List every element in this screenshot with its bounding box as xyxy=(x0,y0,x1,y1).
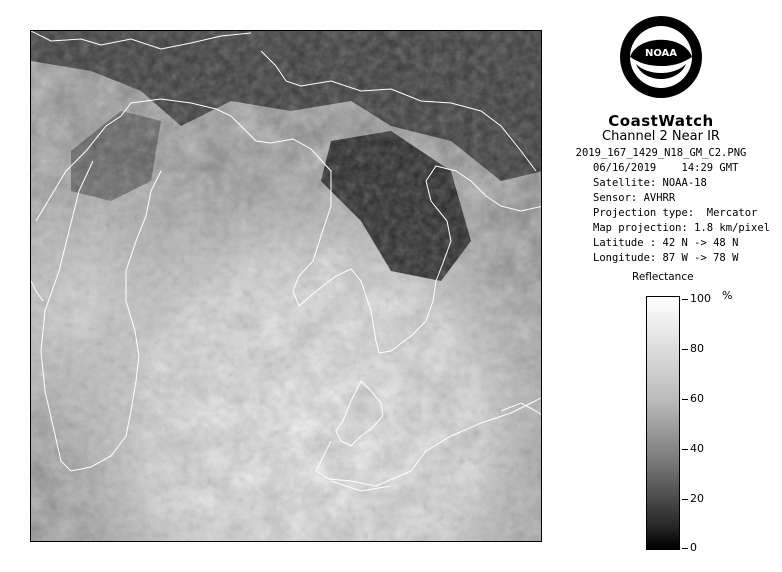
map-projection: Map projection: 1.8 km/pixel xyxy=(593,222,771,234)
projection-type: Projection type: Mercator xyxy=(593,207,758,219)
longitude-range: Longitude: 87 W -> 78 W xyxy=(593,252,739,264)
tick-label-60: 60 xyxy=(690,392,704,405)
tick-label-80: 80 xyxy=(690,342,704,355)
datetime: 06/16/2019 14:29 GMT xyxy=(593,162,739,174)
brand-title: CoastWatch xyxy=(608,112,714,130)
tick-mark xyxy=(682,399,688,400)
legend-title: Reflectance xyxy=(632,271,694,283)
legend-unit: % xyxy=(722,289,733,302)
tick-mark xyxy=(682,548,688,549)
channel-title: Channel 2 Near IR xyxy=(602,129,720,144)
logo-text: NOAA xyxy=(644,48,678,59)
tick-label-40: 40 xyxy=(690,442,704,455)
tick-label-100: 100 xyxy=(690,292,711,305)
map-canvas xyxy=(31,31,542,542)
tick-mark xyxy=(682,299,688,300)
satellite-info: Satellite: NOAA-18 xyxy=(593,177,707,189)
latitude-range: Latitude : 42 N -> 48 N xyxy=(593,237,739,249)
tick-mark xyxy=(682,449,688,450)
colorbar xyxy=(646,296,680,550)
tick-label-0: 0 xyxy=(690,541,697,554)
tick-mark xyxy=(682,349,688,350)
tick-mark xyxy=(682,499,688,500)
sensor-info: Sensor: AVHRR xyxy=(593,192,676,204)
filename: 2019_167_1429_N18_GM_C2.PNG xyxy=(575,147,747,159)
tick-label-20: 20 xyxy=(690,492,704,505)
satellite-image xyxy=(30,30,542,542)
